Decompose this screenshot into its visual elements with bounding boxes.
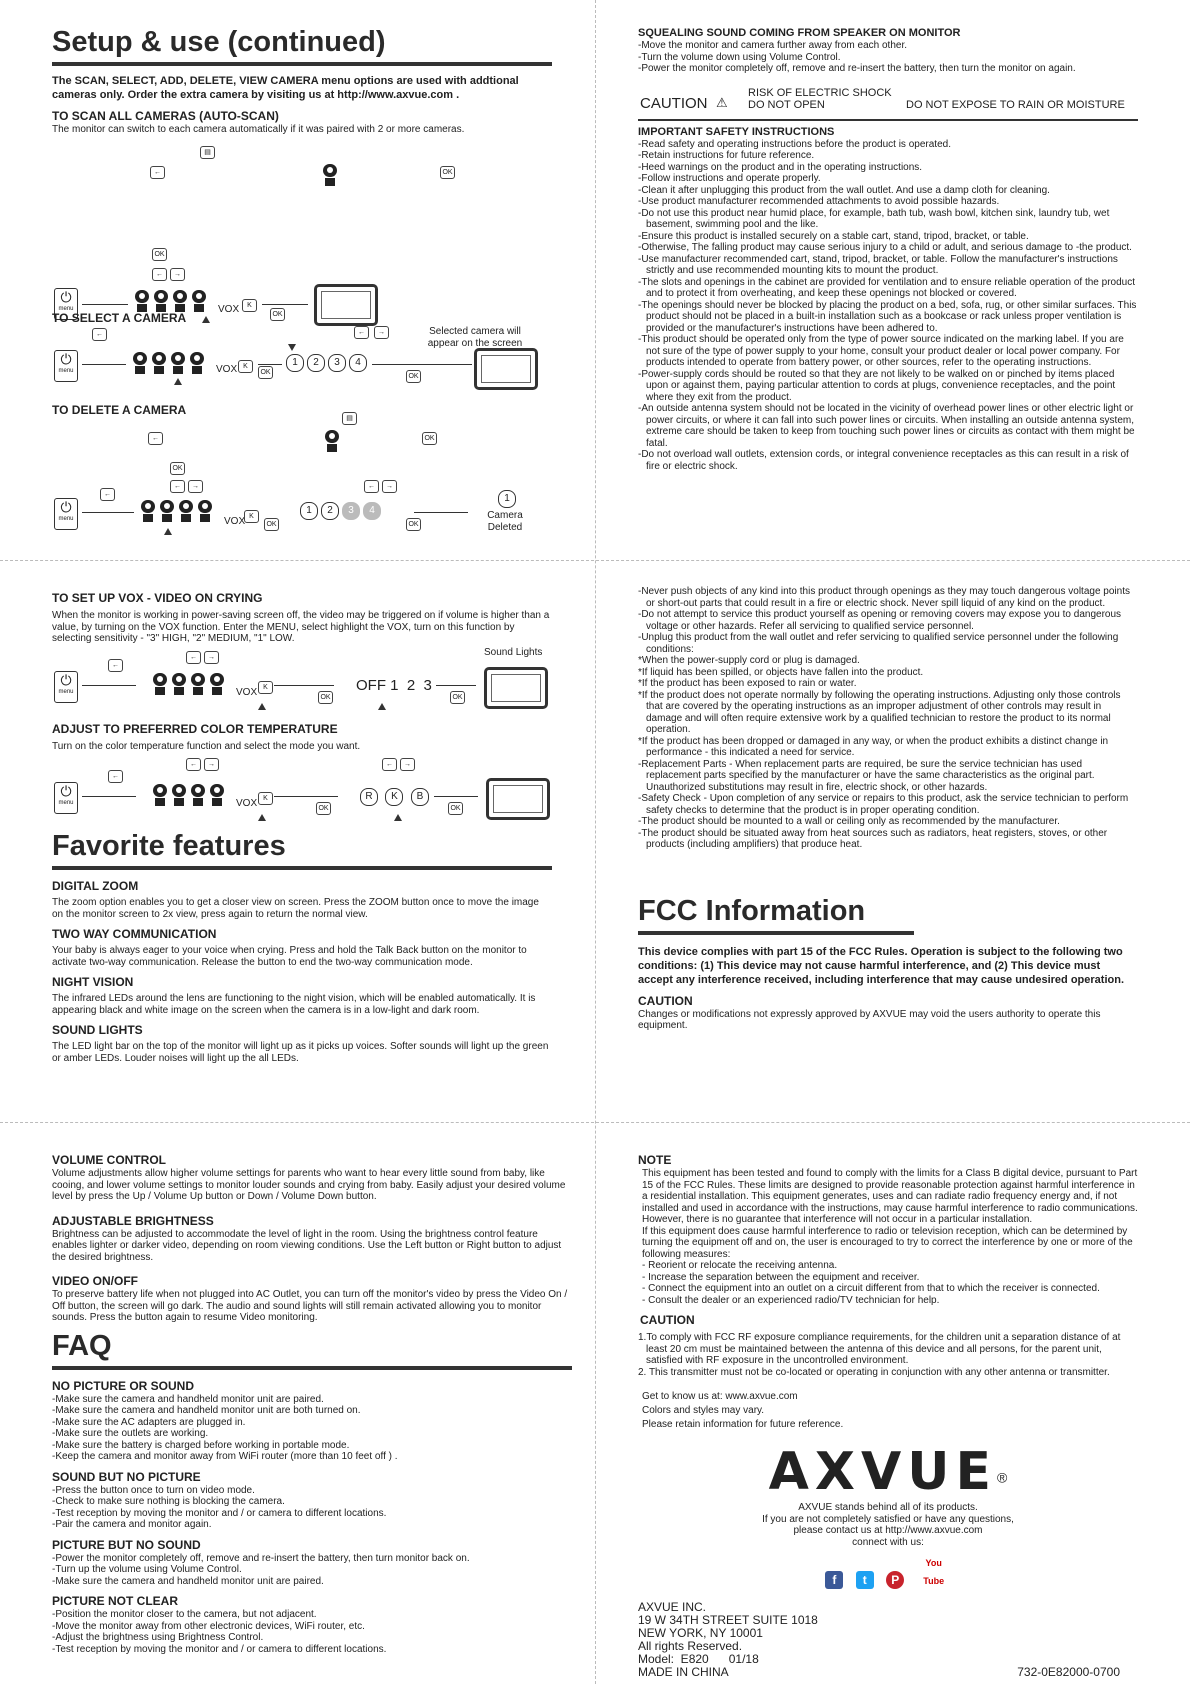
list-item: -Power the monitor completely off, remove and re-insert the battery, then turn the monitor on again.	[638, 63, 1076, 74]
note-footer: Get to know us at: www.axvue.com Colors and styles may vary. Please retain information for future reference.	[638, 1390, 1138, 1432]
list-item: -Turn the volume down using Volume Control.	[638, 51, 841, 63]
list-item: -Make sure the battery is charged before working in portable mode.	[52, 1439, 350, 1451]
note-panel	[638, 1146, 1138, 1676]
list-item: -Make sure the outlets are working.	[52, 1428, 209, 1439]
vox-text: When the monitor is working in power-saving screen off, the video may be triggered on if volume is higher than a value, by turning on the VOX function. Enter the MENU, select highlight the VOX, turn on this function by selecting sensitivity - "3" HIGH, "2" MEDIUM, "1" LOW.	[52, 610, 550, 644]
safety-title: IMPORTANT SAFETY INSTRUCTIONS	[638, 125, 835, 138]
left-key-icon: ←	[152, 268, 167, 281]
list-item: 2. This transmitter must not be co-located or operating in conjunction with any other antenna or transmitter.	[638, 1366, 1110, 1378]
list-item: -Use product manufacturer recommended attachments to avoid possible hazards.	[638, 196, 1000, 207]
ok-key-icon: OK	[448, 802, 463, 815]
feature-title: TWO WAY COMMUNICATION	[52, 927, 217, 941]
control-title: VOLUME CONTROL	[52, 1153, 166, 1167]
ok-key-icon: OK	[270, 308, 285, 321]
menu-power-icon: ⏻ menu	[54, 671, 78, 703]
select-title: TO SELECT A CAMERA	[52, 311, 187, 325]
monitor-icon	[486, 778, 550, 820]
faq-panel	[52, 1146, 572, 1666]
selector-arrow-icon	[378, 703, 386, 710]
website-link[interactable]: Get to know us at: www.axvue.com	[642, 1391, 798, 1402]
risk-line-1: RISK OF ELECTRIC SHOCK	[748, 86, 892, 99]
list-item: -The product should be mounted to a wall or ceiling only as recommended by the manufacturer.	[638, 816, 1060, 827]
zoom-camera-icon	[322, 164, 341, 191]
vox-diagram	[52, 645, 552, 715]
youtube-icon[interactable]: You Tube	[917, 1554, 951, 1572]
ok-key-icon: OK	[450, 691, 465, 704]
right-key-icon: →	[170, 268, 185, 281]
scan-diagram	[52, 144, 552, 322]
left-key-icon: ←	[186, 758, 201, 771]
left-key-icon: ←	[92, 328, 107, 341]
vox-title: TO SET UP VOX - VIDEO ON CRYING	[52, 591, 263, 605]
note-para: If this equipment does cause harmful interference to radio or television reception, which can be determined by turning the equipment off and on, the user is encouraged to try to correct the interference by one or more of the following measures:	[642, 1225, 1133, 1260]
list-item: -Follow instructions and operate properly.	[638, 173, 821, 184]
vox-label: VOX	[216, 364, 238, 375]
left-key-icon: ←	[382, 758, 397, 771]
left-key-icon: ←	[354, 326, 369, 339]
list-item: -Read safety and operating instructions before the product is operated.	[638, 138, 951, 150]
list-item: -Power-supply cords should be routed so that they are not likely to be walked on or pinched by items placed upon or against them, paying particular attention to cords at plugs, convenience receptacles, and the point where they exit from the product.	[638, 368, 1116, 403]
list-item: -Unplug this product from the wall outlet and refer servicing to qualified service personnel under the following conditions:	[638, 632, 1119, 655]
pinterest-icon[interactable]: P	[886, 1571, 904, 1589]
safety2-list	[638, 586, 1138, 851]
ok-key-icon: OK	[152, 248, 167, 261]
faq-section-title: NO PICTURE OR SOUND	[52, 1378, 195, 1393]
list-item: -Clean it after unplugging this product from the wall outlet. And use a damp cloth for cleaning.	[638, 184, 1050, 196]
registered-mark: ®	[997, 1469, 1008, 1486]
list-item: -Otherwise, The falling product may cause serious injury to a child or adult, and serious damage to -the product.	[638, 242, 1132, 253]
vox-panel	[52, 584, 552, 1114]
squeal-list	[638, 40, 1138, 75]
faq-section-title: SOUND BUT NO PICTURE	[52, 1469, 201, 1484]
ok-key-icon: OK	[406, 518, 421, 531]
vox-label: VOX	[236, 686, 258, 698]
list-item: -Position the monitor closer to the camera, but not adjacent.	[52, 1609, 317, 1620]
right-key-icon: →	[204, 651, 219, 664]
menu-power-icon: ⏻ menu	[54, 782, 78, 814]
deleted-camera-icon: 1	[498, 490, 516, 508]
warning-icon: ⚠	[716, 94, 728, 110]
facebook-icon[interactable]: f	[825, 1571, 843, 1589]
ok-key-icon: OK	[318, 691, 333, 704]
list-item: -Make sure the camera and handheld monitor unit are paired.	[52, 1575, 324, 1587]
note-caution-title: CAUTION	[640, 1313, 695, 1327]
selector-arrow-icon	[164, 528, 172, 535]
list-item: -Make sure the camera and handheld monitor unit are paired.	[52, 1393, 324, 1405]
menu-key-icon: ▤	[200, 146, 215, 159]
list-item: -Test reception by moving the monitor and / or camera to different locations.	[52, 1507, 387, 1519]
list-item: -Replacement Parts - When replacement parts are required, be sure the service technician has used replacement parts specified by the manufacturer or have the same characteristics as the original part. Unauthorized substitutions may result in fire, electric shock, or other hazards.	[638, 758, 1095, 793]
left-key-icon: ←	[108, 770, 123, 783]
vox-label: VOX	[218, 304, 240, 315]
axvue-logo: AXVUE	[768, 1442, 997, 1502]
list-item: -Move the monitor and camera further away from each other.	[638, 40, 908, 51]
ok-key-icon: OK	[406, 370, 421, 383]
safety-panel	[638, 26, 1138, 556]
list-item: *If the product does not operate normally by following the operating instructions. Adjusting only those controls that are covered by the operating instructions as an improper adjustment of other controls may result in damage and will often require extensive work by a qualified technician to restore the product to its normal operation.	[638, 689, 1121, 735]
k-key-icon: K	[242, 299, 257, 312]
camera-row-icons	[140, 500, 216, 527]
left-key-icon: ←	[100, 488, 115, 501]
note-paras	[638, 1168, 1138, 1306]
select-diagram	[52, 326, 552, 406]
note-para: - Reorient or relocate the receiving antenna.	[642, 1260, 838, 1271]
selector-arrow-icon	[394, 814, 402, 821]
selector-arrow-icon	[288, 344, 296, 351]
feature-text: The zoom option enables you to get a closer view on screen. Press the ZOOM button once to move the image on the monitor screen to 2x view, press again to return the normal view.	[52, 897, 539, 920]
feature-title: DIGITAL ZOOM	[52, 879, 139, 893]
delete-diagram	[52, 410, 552, 556]
list-item: -Power the monitor completely off, remove and re-insert the battery, then turn monitor back on.	[52, 1552, 470, 1564]
selector-arrow-icon	[174, 378, 182, 385]
camera-row-icons	[152, 673, 228, 700]
k-key-icon: K	[244, 510, 259, 523]
fold-line-2	[0, 1122, 1190, 1123]
list-item: 1.To comply with FCC RF exposure compliance requirements, for the children unit a separation distance of at least 20 cm must be maintained between the antenna of this device and all persons, for the parent unit, satisfied with RF exposure in the uncontrolled environment.	[638, 1332, 1121, 1366]
k-key-icon: K	[258, 792, 273, 805]
fold-line-vertical	[595, 0, 596, 1684]
monitor-icon	[484, 667, 548, 709]
selector-arrow-icon	[202, 316, 210, 323]
list-item: -Ensure this product is installed securely on a stable cart, stand, tripod, bracket, or table.	[638, 230, 1029, 242]
left-key-icon: ←	[186, 651, 201, 664]
menu-power-icon: ⏻ menu	[54, 350, 78, 382]
scan-text: The monitor can switch to each camera automatically if it was paired with 2 or more cameras.	[52, 124, 465, 135]
delete-caption: Camera Deleted	[487, 510, 523, 533]
contact-link[interactable]: please contact us at http://www.axvue.com	[793, 1525, 983, 1536]
feature-text: The LED light bar on the top of the monitor will light up as it picks up voices. Softer sounds will light up the green or amber LEDs. Louder noises will light up the all LEDs.	[52, 1041, 549, 1064]
menu-key-icon: ▤	[342, 412, 357, 425]
list-item: *When the power-supply cord or plug is damaged.	[638, 655, 860, 666]
color-diagram	[52, 752, 552, 828]
fcc-caution-text: Changes or modifications not expressly approved by AXVUE may void the users authority to operate this equipment.	[638, 1008, 1101, 1031]
camera-icon	[324, 430, 343, 457]
list-item: *If liquid has been spilled, or objects have fallen into the product.	[638, 666, 924, 678]
list-item: -Press the button once to turn on video mode.	[52, 1484, 255, 1496]
list-item: -Never push objects of any kind into this product through openings as they may touch dangerous voltage points or short-out parts that could result in a fire or electric shock. Never spill liquid of any kind on the product.	[638, 586, 1130, 609]
list-item: -Do not overload wall outlets, extension cords, or integral convenience receptacles as this can result in a risk of fire or electric shock.	[638, 449, 1129, 472]
left-key-icon: ←	[150, 166, 165, 179]
faq-section-title: PICTURE NOT CLEAR	[52, 1594, 178, 1608]
monitor-icon	[314, 284, 378, 326]
menu-power-icon: ⏻ menu	[54, 498, 78, 530]
camera-number-icons: 1 2 3 4	[286, 352, 370, 372]
select-caption: Selected camera will appear on the screen	[427, 326, 523, 349]
fcc-statement: This device complies with part 15 of the FCC Rules. Operation is subject to the following two conditions: (1) This device may not cause harmful interference, and (2) This device must accept any interference received, including interference that may cause undesired operation.	[638, 945, 1124, 986]
list-item: -Heed warnings on the product and in the operating instructions.	[638, 161, 923, 173]
feature-title: SOUND LIGHTS	[52, 1023, 143, 1037]
feature-text: The infrared LEDs around the lens are functioning to the night vision, which will be enabled automatically. It is appearing black and white image on the screen when the camera is in a low-light and dark room.	[52, 993, 536, 1016]
list-item: -An outside antenna system should not be located in the vicinity of overhead power lines or other electric light or power circuits, or where it can fall into such power lines or circuits. When installing an outside antenna system, extreme care should be taken to keep from touching such power lines or circuits as contact with them might be fatal.	[638, 403, 1135, 449]
fcc-title: FCC Information	[638, 894, 866, 927]
twitter-icon[interactable]: t	[856, 1571, 874, 1589]
vox-levels: OFF 1 2 3	[356, 676, 432, 694]
list-item: -Keep the camera and monitor away from WiFi router (more than 10 feet off ) .	[52, 1451, 398, 1462]
note-title: NOTE	[638, 1153, 672, 1167]
sound-lights-label: Sound Lights	[484, 646, 543, 658]
k-key-icon: K	[258, 681, 273, 694]
right-key-icon: →	[204, 758, 219, 771]
list-item: -Safety Check - Upon completion of any service or repairs to this product, ask the service technician to perform safety checks to determine that the product is in proper operating condition.	[638, 793, 1129, 816]
camera-row-icons	[132, 352, 208, 379]
color-text: Turn on the color temperature function and select the mode you want.	[52, 740, 361, 752]
color-title: ADJUST TO PREFERRED COLOR TEMPERATURE	[52, 721, 338, 736]
faq-section-title: PICTURE BUT NO SOUND	[52, 1537, 201, 1552]
right-key-icon: →	[382, 480, 397, 493]
list-item: -Make sure the AC adapters are plugged in.	[52, 1416, 246, 1428]
list-item: -Do not use this product near humid place, for example, bath tub, wash bowl, kitchen sink, laundry tub, wet basement, swimming pool and the like.	[638, 207, 1110, 230]
selector-arrow-icon	[258, 703, 266, 710]
control-title: VIDEO ON/OFF	[52, 1274, 139, 1288]
control-text: Volume adjustments allow higher volume settings for parents who want to hear every little sound from baby, like cooing, and lower volume settings to monitor louder sounds and crying from baby. Easily adjust your desired volume level by press the Up / Volume Up button or Down / Volume Down button.	[52, 1168, 566, 1202]
color-mode-icons: R K B	[360, 786, 432, 806]
left-key-icon: ←	[364, 480, 379, 493]
fcc-caution-title: CAUTION	[638, 993, 693, 1008]
list-item: -The slots and openings in the cabinet are provided for ventilation and to ensure reliable operation of the product and to protect it from overheating, and keep these openings not blocked or covered.	[638, 276, 1135, 299]
caution-label: CAUTION	[640, 94, 708, 112]
ok-key-icon: OK	[258, 366, 273, 379]
note-caution-list	[638, 1332, 1138, 1378]
setup-intro: The SCAN, SELECT, ADD, DELETE, VIEW CAMERA menu options are used with addtional cameras only. Order the extra camera by visiting us at http://www.axvue.com .	[52, 75, 519, 101]
left-key-icon: ←	[148, 432, 163, 445]
list-item: -Retain instructions for future reference.	[638, 150, 815, 161]
right-key-icon: →	[188, 480, 203, 493]
monitor-icon	[474, 348, 538, 390]
favorite-sections	[52, 878, 552, 1064]
right-key-icon: →	[374, 326, 389, 339]
ok-key-icon: OK	[170, 462, 185, 475]
scan-title: TO SCAN ALL CAMERAS (AUTO-SCAN)	[52, 109, 279, 123]
left-key-icon: ←	[170, 480, 185, 493]
faq-title: FAQ	[52, 1329, 112, 1362]
vox-label: VOX	[236, 798, 258, 809]
feature-text: Your baby is always eager to your voice when crying. Press and hold the Talk Back button on the monitor to activate two-way communication. Release the button to end the two-way communication mode.	[52, 945, 527, 968]
safety2-panel	[638, 586, 1138, 1116]
list-item: -The product should be situated away from heat sources such as radiators, heat registers, stoves, or other products (including amplifiers) that produce heat.	[638, 827, 1108, 850]
faq-sections	[52, 1378, 572, 1656]
control-text: To preserve battery life when not plugged into AC Outlet, you can turn off the monitor's video by press the Video On / Off button, the screen will go dark. The audio and sound lights will still remain activated allowing you to monitor sounds. Press the button again to resume Video monitoring.	[52, 1289, 568, 1323]
camera-row-icons	[152, 784, 228, 811]
ok-key-icon: OK	[422, 432, 437, 445]
setup-title: Setup & use (continued)	[52, 26, 386, 58]
list-item: -Use manufacturer recommended cart, stand, tripod, bracket, or table. Follow the manufacturer's instructions strictly and use recommended mounting kits to mount the product.	[638, 253, 1118, 276]
part-code: 732-0E82000-0700	[1017, 1665, 1120, 1676]
camera-number-icons: 1 2 3 4	[300, 500, 384, 520]
caution-banner	[638, 85, 1138, 119]
left-key-icon: ←	[108, 659, 123, 672]
ok-key-icon: OK	[316, 802, 331, 815]
list-item: -Adjust the brightness using Brightness Control.	[52, 1632, 264, 1643]
ok-key-icon: OK	[264, 518, 279, 531]
menu-power-icon: ⏻ menu	[54, 288, 78, 320]
list-item: -Make sure the camera and handheld monitor unit are both turned on.	[52, 1405, 361, 1416]
selector-arrow-icon	[258, 814, 266, 821]
note-para: - Increase the separation between the equipment and receiver.	[642, 1271, 920, 1283]
control-text: Brightness can be adjusted to accommodate the level of light in the room. Using the brightness control feature enables lighter or darker video, depending on room viewing conditions. Use the Left button or Right button to adjust the desired brightness.	[52, 1228, 562, 1263]
vox-label: VOX	[224, 516, 246, 527]
list-item: *If the product has been exposed to rain or water.	[638, 678, 857, 689]
right-key-icon: →	[400, 758, 415, 771]
social-links	[638, 1554, 1138, 1589]
control-title: ADJUSTABLE BRIGHTNESS	[52, 1213, 214, 1228]
setup-panel	[52, 26, 552, 556]
control-sections	[52, 1152, 572, 1324]
list-item: -Test reception by moving the monitor and / or camera to different locations.	[52, 1643, 387, 1655]
k-key-icon: K	[238, 360, 253, 373]
note-para: - Connect the equipment into an outlet on a circuit different from that to which the receiver is connected.	[642, 1283, 1100, 1294]
fold-line-1	[0, 560, 1190, 561]
expose-warning: DO NOT EXPOSE TO RAIN OR MOISTURE	[906, 98, 1125, 111]
feature-title: NIGHT VISION	[52, 975, 134, 989]
ok-key-icon: OK	[440, 166, 455, 179]
delete-title: TO DELETE A CAMERA	[52, 403, 187, 417]
list-item: *If the product has been dropped or damaged in any way, or when the product exhibits a distinct change in performance - this indicated a need for service.	[638, 735, 1109, 758]
risk-line-2: DO NOT OPEN	[748, 98, 825, 111]
list-item: -This product should be operated only from the type of power source indicated on the marking label. If you are not sure of the type of power supply to your home, consult your product dealer or local power company. For products intended to operate from battery power, or other sources, refer to the operating instructions.	[638, 334, 1124, 368]
safety-list	[638, 139, 1138, 473]
company-address: AXVUE INC. 19 W 34TH STREET SUITE 1018 NEW YORK, NY 10001 All rights Reserved. Model: E820 01/18 MADE IN CHINA 732-0E82000-0700	[638, 1601, 1138, 1676]
list-item: -Do not attempt to service this product yourself as opening or removing covers may expose you to dangerous voltage or other hazards. Refer all servicing to qualified service personnel.	[638, 609, 1122, 632]
list-item: -The openings should never be blocked by placing the product on a bed, sofa, rug, or other similar surfaces. This product should not be placed in a built-in installation such as a bookcase or rack unless proper ventilation is provided or the manufacturer's instructions have been adhered to.	[638, 299, 1137, 334]
note-para: - Consult the dealer or an experienced radio/TV technician for help.	[642, 1294, 940, 1306]
list-item: -Pair the camera and monitor again.	[52, 1519, 212, 1530]
brand-block: AXVUE® AXVUE stands behind all of its products. If you are not completely satisfied or have any questions, please contact us at http://www.axvue.com connect with us: f t P You Tube	[638, 1442, 1138, 1589]
list-item: -Turn up the volume using Volume Control.	[52, 1564, 242, 1575]
note-para: This equipment has been tested and found to comply with the limits for a Class B digital device, pursuant to Part 15 of the FCC Rules. These limits are designed to provide reasonable protection against harmful interference in a residential installation. This equipment generates, uses and can radiate radio frequency energy and, if not installed and used in accordance with the instructions, may cause harmful interference to radio communications. However, there is no guarantee that interference will not occur in a particular installation.	[642, 1168, 1138, 1225]
squeal-title: SQUEALING SOUND COMING FROM SPEAKER ON MONITOR	[638, 27, 961, 39]
list-item: -Move the monitor away from other electronic devices, WiFi router, etc.	[52, 1620, 365, 1632]
list-item: -Check to make sure nothing is blocking the camera.	[52, 1496, 285, 1507]
favorite-title: Favorite features	[52, 830, 286, 862]
